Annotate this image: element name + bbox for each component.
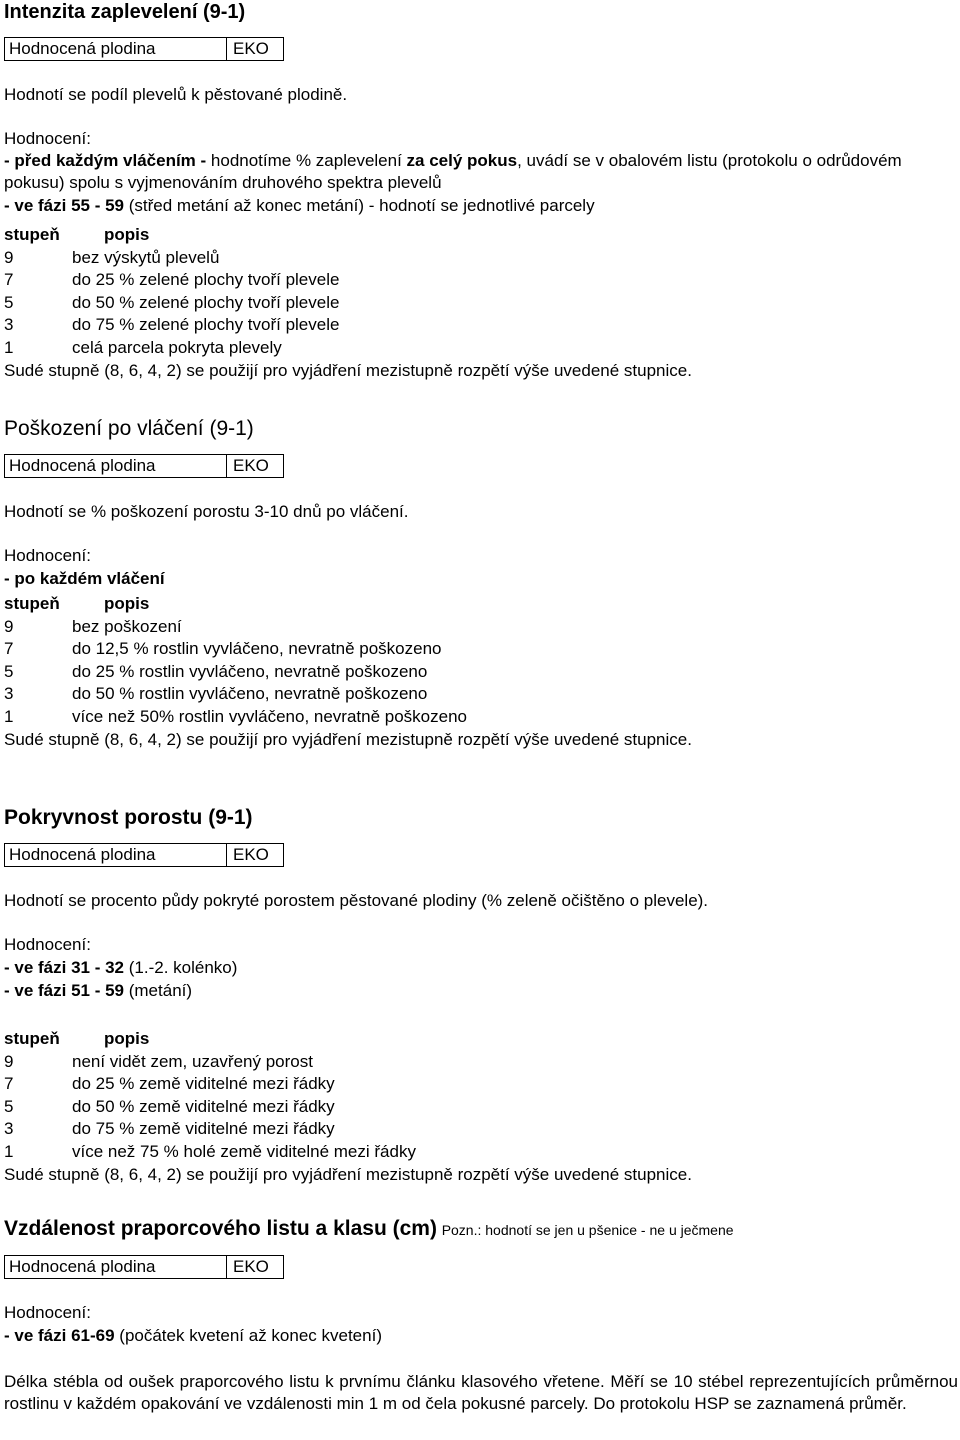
section-description: Hodnotí se % poškození porostu 3-10 dnů po vláčení. [4, 502, 409, 521]
evaluation-text: , uvádí se v obalovém listu (protokolu o odrůdovém pokusu) spolu s vyjmenováním druhového spektra plevelů [4, 151, 902, 192]
section-title-line [4, 1217, 958, 1243]
section-description: Hodnotí se procento půdy pokryté porostem pěstované plodiny (% zeleně očištěno o plevele). [4, 891, 709, 910]
scale-row [4, 683, 958, 706]
crop-label: Hodnocená plodina [5, 844, 227, 866]
evaluation-line [4, 1324, 958, 1347]
evaluation-timing: - před každým vláčením - [4, 151, 211, 170]
evaluation-text: (střed metání až konec metání) - hodnotí se jednotlivé parcely [128, 196, 595, 215]
method-paragraph: Délka stébla od oušek praporcového listu k prvnímu článku klasového vřetene. Měří se 10 stébel reprezentujících průměrnou rostlinu v každém opakování ve vzdálenosti min 1 m od čela pokusné parcely. Do protokolu HSP se zaznamená průměr. [4, 1372, 958, 1413]
scale-grade: 3 [4, 315, 14, 334]
scale-desc: do 25 % zelené plochy tvoří plevele [72, 270, 340, 289]
section-canopy-cover [4, 806, 958, 1186]
crop-value: EKO [233, 456, 269, 475]
section-title-note: Pozn.: hodnotí se jen u pšenice - ne u ječmene [441, 1222, 734, 1238]
crop-value: EKO [233, 845, 269, 864]
crop-table [4, 843, 284, 867]
scale-desc: do 50 % zelené plochy tvoří plevele [72, 292, 340, 312]
scale-desc: bez poškození [72, 616, 182, 636]
section-title: Pokryvnost porostu (9-1) [4, 806, 253, 829]
crop-value: EKO [233, 1257, 269, 1276]
evaluation-emphasis: za celý pokus [406, 151, 518, 170]
scale-grade: 7 [4, 1074, 14, 1093]
scale-row [4, 706, 958, 729]
scale-row [4, 292, 958, 315]
evaluation-timing: - ve fázi 31 - 32 [4, 958, 129, 977]
scale-header-grade: stupeň [4, 594, 60, 613]
evaluation-label: Hodnocení: [4, 546, 91, 565]
scale-grade: 1 [4, 706, 14, 726]
evaluation-label: Hodnocení: [4, 1303, 91, 1322]
scale-desc: celá parcela pokryta plevely [72, 337, 282, 357]
crop-label: Hodnocená plodina [5, 455, 227, 477]
section-title: Intenzita zaplevelení (9-1) [4, 1, 246, 23]
scale-note: Sudé stupně (8, 6, 4, 2) se použijí pro vyjádření mezistupně rozpětí výše uvedené stupnice. [4, 730, 692, 749]
scale-row [4, 616, 958, 639]
scale-grade: 7 [4, 270, 14, 289]
scale-row [4, 638, 958, 661]
crop-table [4, 454, 284, 478]
scale-note: Sudé stupně (8, 6, 4, 2) se použijí pro vyjádření mezistupně rozpětí výše uvedené stupnice. [4, 1165, 692, 1184]
scale-desc: více než 75 % holé země viditelné mezi řádky [72, 1141, 416, 1161]
scale-grade: 9 [4, 616, 14, 636]
evaluation-line [4, 150, 958, 194]
crop-value: EKO [233, 39, 269, 58]
evaluation-timing: - ve fázi 61-69 [4, 1326, 120, 1345]
evaluation-text: (1.-2. kolénko) [128, 958, 238, 977]
evaluation-timing: - po každém vláčení [4, 569, 165, 588]
scale-desc: do 75 % země viditelné mezi řádky [72, 1119, 335, 1138]
scale-grade: 9 [4, 1051, 14, 1071]
scale-row [4, 314, 958, 337]
scale-header [4, 1028, 958, 1051]
scale-grade: 9 [4, 247, 14, 267]
section-description: Hodnotí se podíl plevelů k pěstované plodině. [4, 85, 348, 104]
crop-table [4, 1255, 284, 1279]
scale-desc: do 25 % rostlin vyvláčeno, nevratně poškozeno [72, 661, 428, 681]
evaluation-timing: - ve fázi 55 - 59 [4, 196, 129, 215]
scale-grade: 1 [4, 337, 14, 357]
section-weed-intensity [4, 0, 958, 382]
evaluation-line [4, 194, 958, 217]
evaluation-label: Hodnocení: [4, 935, 91, 954]
scale-grade: 1 [4, 1141, 14, 1161]
scale-header-grade: stupeň [4, 225, 60, 244]
section-flag-leaf-distance [4, 1217, 958, 1415]
scale-header [4, 224, 958, 247]
scale-row [4, 1096, 958, 1119]
scale-row [4, 1051, 958, 1074]
scale-row [4, 1141, 958, 1164]
scale-desc: není vidět zem, uzavřený porost [72, 1051, 313, 1071]
scale-desc: bez výskytů plevelů [72, 247, 220, 267]
scale-row [4, 247, 958, 270]
crop-table [4, 37, 284, 61]
crop-label: Hodnocená plodina [5, 1256, 227, 1278]
scale-desc: do 25 % země viditelné mezi řádky [72, 1074, 335, 1093]
evaluation-text: (počátek kvetení až konec kvetení) [119, 1326, 382, 1345]
evaluation-timing: - ve fázi 51 - 59 [4, 981, 129, 1000]
scale-grade: 3 [4, 684, 14, 703]
scale-row [4, 1073, 958, 1096]
section-harrowing-damage [4, 417, 958, 751]
scale-grade: 5 [4, 292, 14, 312]
scale-desc: do 12,5 % rostlin vyvláčeno, nevratně poškozeno [72, 639, 442, 658]
scale-header-desc: popis [104, 1029, 150, 1048]
section-title: Poškození po vláčení (9-1) [4, 417, 254, 440]
evaluation-label: Hodnocení: [4, 129, 91, 148]
scale-header-grade: stupeň [4, 1029, 60, 1048]
scale-note: Sudé stupně (8, 6, 4, 2) se použijí pro vyjádření mezistupně rozpětí výše uvedené stupnice. [4, 361, 692, 380]
crop-label: Hodnocená plodina [5, 38, 227, 60]
scale-row [4, 1118, 958, 1141]
scale-header-desc: popis [104, 225, 150, 244]
evaluation-line [4, 956, 958, 979]
scale-desc: do 75 % zelené plochy tvoří plevele [72, 315, 340, 334]
section-title: Vzdálenost praporcového listu a klasu (cm) [4, 1217, 437, 1240]
scale-row [4, 269, 958, 292]
scale-desc: více než 50% rostlin vyvláčeno, nevratně poškozeno [72, 706, 468, 726]
scale-grade: 5 [4, 1096, 14, 1116]
scale-header-desc: popis [104, 594, 150, 613]
scale-header [4, 593, 958, 616]
evaluation-line [4, 979, 958, 1002]
scale-row [4, 337, 958, 360]
evaluation-text: (metání) [128, 981, 193, 1000]
scale-row [4, 661, 958, 684]
scale-grade: 7 [4, 639, 14, 658]
scale-desc: do 50 % země viditelné mezi řádky [72, 1096, 335, 1116]
scale-desc: do 50 % rostlin vyvláčeno, nevratně poškozeno [72, 684, 428, 703]
scale-grade: 3 [4, 1119, 14, 1138]
scale-grade: 5 [4, 661, 14, 681]
evaluation-text: hodnotíme % zaplevelení [210, 151, 407, 170]
